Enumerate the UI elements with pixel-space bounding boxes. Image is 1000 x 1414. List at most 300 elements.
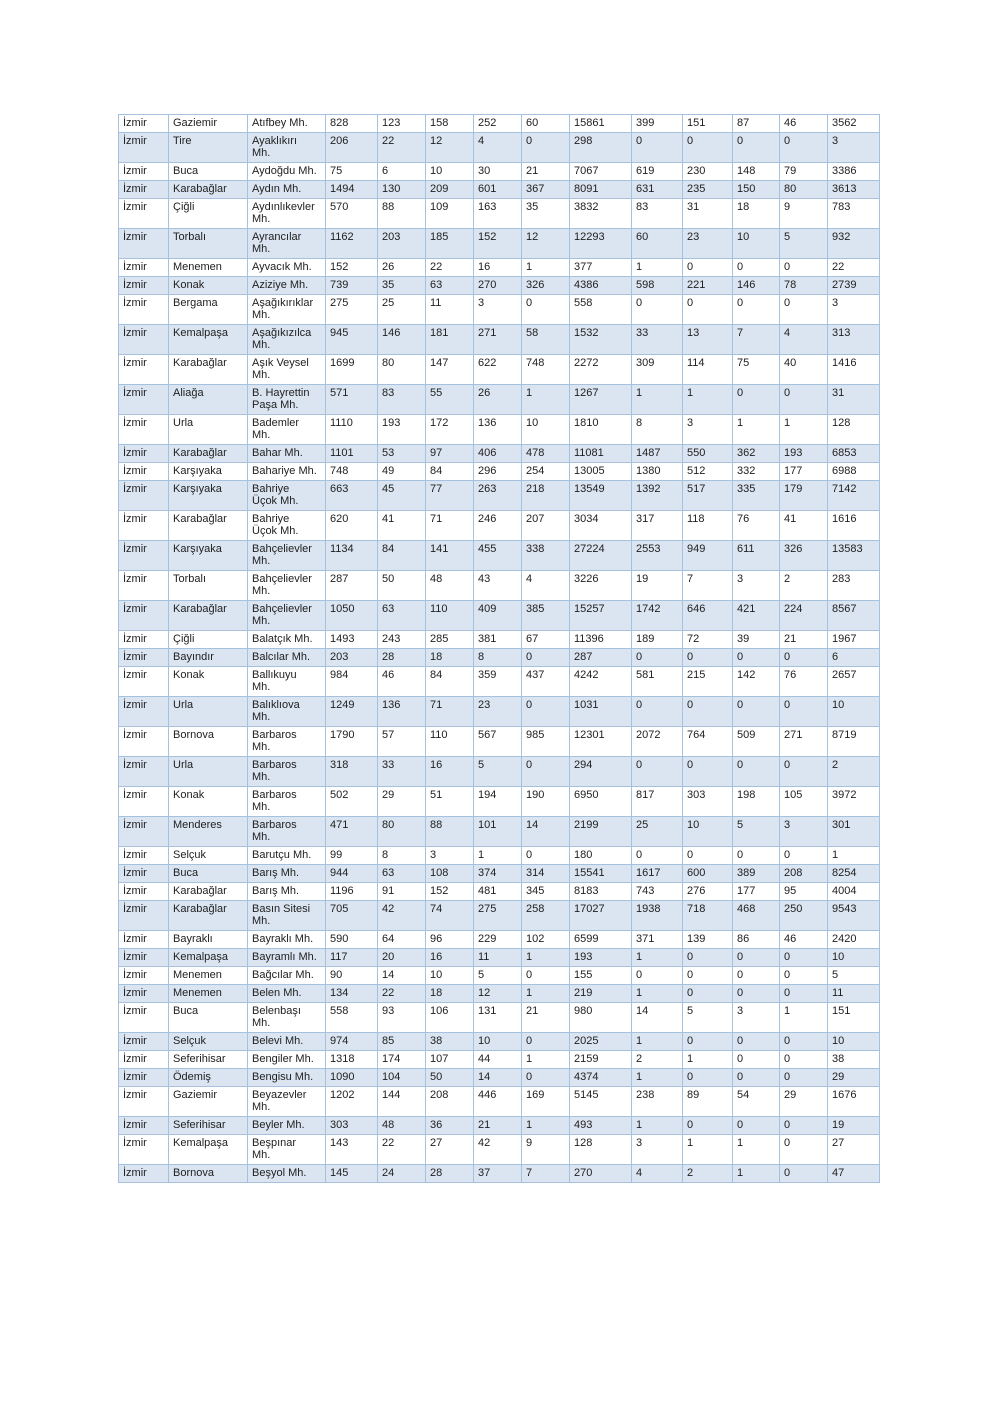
value-cell: 385: [522, 601, 570, 631]
neighborhood-cell: Bahçelievler Mh.: [248, 571, 326, 601]
value-cell: 4242: [570, 667, 632, 697]
value-cell: 2553: [632, 541, 683, 571]
value-cell: 0: [683, 1069, 733, 1087]
value-cell: 317: [632, 511, 683, 541]
value-cell: 8091: [570, 181, 632, 199]
value-cell: 1676: [828, 1087, 880, 1117]
value-cell: 3: [780, 817, 828, 847]
value-cell: 230: [683, 163, 733, 181]
value-cell: 143: [326, 1135, 378, 1165]
table-row: [119, 481, 880, 511]
value-cell: 8: [632, 415, 683, 445]
value-cell: 101: [474, 817, 522, 847]
value-cell: 1196: [326, 883, 378, 901]
value-cell: 362: [733, 445, 780, 463]
neighborhood-cell: Aydoğdu Mh.: [248, 163, 326, 181]
value-cell: 76: [733, 511, 780, 541]
value-cell: 27: [828, 1135, 880, 1165]
value-cell: 1: [733, 1135, 780, 1165]
value-cell: 0: [780, 295, 828, 325]
value-cell: 208: [426, 1087, 474, 1117]
value-cell: 44: [474, 1051, 522, 1069]
value-cell: 99: [326, 847, 378, 865]
value-cell: 110: [426, 727, 474, 757]
value-cell: 301: [828, 817, 880, 847]
table-row: [119, 541, 880, 571]
value-cell: 215: [683, 667, 733, 697]
value-cell: 14: [474, 1069, 522, 1087]
value-cell: 1742: [632, 601, 683, 631]
value-cell: 0: [780, 1069, 828, 1087]
value-cell: 1267: [570, 385, 632, 415]
value-cell: 203: [378, 229, 426, 259]
value-cell: 22: [378, 133, 426, 163]
district-cell: Seferihisar: [169, 1117, 248, 1135]
value-cell: 7: [733, 325, 780, 355]
district-cell: Buca: [169, 1003, 248, 1033]
value-cell: 0: [780, 1051, 828, 1069]
value-cell: 12293: [570, 229, 632, 259]
value-cell: 35: [378, 277, 426, 295]
value-cell: 0: [733, 757, 780, 787]
value-cell: 10: [828, 697, 880, 727]
value-cell: 63: [426, 277, 474, 295]
value-cell: 0: [632, 649, 683, 667]
value-cell: 3: [733, 1003, 780, 1033]
value-cell: 10: [828, 949, 880, 967]
value-cell: 0: [522, 1069, 570, 1087]
province-cell: İzmir: [119, 415, 169, 445]
value-cell: 377: [570, 259, 632, 277]
district-cell: Urla: [169, 415, 248, 445]
value-cell: 193: [570, 949, 632, 967]
district-cell: Konak: [169, 667, 248, 697]
value-cell: 3: [828, 133, 880, 163]
value-cell: 134: [326, 985, 378, 1003]
province-cell: İzmir: [119, 649, 169, 667]
table-row: [119, 1003, 880, 1033]
value-cell: 152: [426, 883, 474, 901]
province-cell: İzmir: [119, 463, 169, 481]
value-cell: 1031: [570, 697, 632, 727]
district-cell: Karşıyaka: [169, 541, 248, 571]
district-cell: Konak: [169, 277, 248, 295]
province-cell: İzmir: [119, 1165, 169, 1183]
value-cell: 5145: [570, 1087, 632, 1117]
value-cell: 107: [426, 1051, 474, 1069]
value-cell: 0: [780, 1165, 828, 1183]
value-cell: 23: [474, 697, 522, 727]
neighborhood-cell: Beyazevler Mh.: [248, 1087, 326, 1117]
value-cell: 8183: [570, 883, 632, 901]
value-cell: 72: [683, 631, 733, 649]
neighborhood-cell: Ballıkuyu Mh.: [248, 667, 326, 697]
district-cell: Karabağlar: [169, 511, 248, 541]
value-cell: 944: [326, 865, 378, 883]
value-cell: 275: [326, 295, 378, 325]
province-cell: İzmir: [119, 985, 169, 1003]
value-cell: 172: [426, 415, 474, 445]
district-cell: Karabağlar: [169, 445, 248, 463]
district-cell: Bergama: [169, 295, 248, 325]
value-cell: 193: [780, 445, 828, 463]
value-cell: 31: [828, 385, 880, 415]
value-cell: 0: [780, 1135, 828, 1165]
value-cell: 287: [570, 649, 632, 667]
value-cell: 949: [683, 541, 733, 571]
value-cell: 152: [326, 259, 378, 277]
value-cell: 1: [522, 949, 570, 967]
table-row: [119, 967, 880, 985]
value-cell: 1494: [326, 181, 378, 199]
district-cell: Torbalı: [169, 229, 248, 259]
value-cell: 399: [632, 115, 683, 133]
value-cell: 51: [426, 787, 474, 817]
neighborhood-cell: Balcılar Mh.: [248, 649, 326, 667]
district-cell: Karabağlar: [169, 601, 248, 631]
value-cell: 1: [632, 1117, 683, 1135]
value-cell: 238: [632, 1087, 683, 1117]
value-cell: 198: [733, 787, 780, 817]
neighborhood-cell: Belevi Mh.: [248, 1033, 326, 1051]
value-cell: 38: [426, 1033, 474, 1051]
value-cell: 89: [683, 1087, 733, 1117]
value-cell: 5: [474, 967, 522, 985]
neighborhood-cell: Beşyol Mh.: [248, 1165, 326, 1183]
district-cell: Torbalı: [169, 571, 248, 601]
value-cell: 338: [522, 541, 570, 571]
value-cell: 8567: [828, 601, 880, 631]
district-cell: Kemalpaşa: [169, 949, 248, 967]
value-cell: 118: [683, 511, 733, 541]
province-cell: İzmir: [119, 511, 169, 541]
value-cell: 0: [522, 133, 570, 163]
table-row: [119, 115, 880, 133]
value-cell: 2: [780, 571, 828, 601]
value-cell: 19: [632, 571, 683, 601]
value-cell: 1134: [326, 541, 378, 571]
district-cell: Urla: [169, 697, 248, 727]
value-cell: 3562: [828, 115, 880, 133]
province-cell: İzmir: [119, 901, 169, 931]
value-cell: 0: [733, 1069, 780, 1087]
value-cell: 8: [378, 847, 426, 865]
value-cell: 15861: [570, 115, 632, 133]
value-cell: 26: [474, 385, 522, 415]
value-cell: 142: [733, 667, 780, 697]
value-cell: 1: [683, 1135, 733, 1165]
value-cell: 663: [326, 481, 378, 511]
value-cell: 36: [426, 1117, 474, 1135]
value-cell: 23: [683, 229, 733, 259]
value-cell: 0: [683, 295, 733, 325]
value-cell: 309: [632, 355, 683, 385]
province-cell: İzmir: [119, 757, 169, 787]
table-row: [119, 571, 880, 601]
value-cell: 21: [522, 163, 570, 181]
value-cell: 96: [426, 931, 474, 949]
value-cell: 3226: [570, 571, 632, 601]
value-cell: 130: [378, 181, 426, 199]
value-cell: 86: [733, 931, 780, 949]
province-cell: İzmir: [119, 1033, 169, 1051]
table-row: [119, 649, 880, 667]
province-cell: İzmir: [119, 631, 169, 649]
value-cell: 0: [733, 1051, 780, 1069]
value-cell: 151: [828, 1003, 880, 1033]
value-cell: 270: [570, 1165, 632, 1183]
province-cell: İzmir: [119, 541, 169, 571]
province-cell: İzmir: [119, 133, 169, 163]
value-cell: 0: [780, 1117, 828, 1135]
table-row: [119, 325, 880, 355]
value-cell: 0: [733, 949, 780, 967]
value-cell: 2739: [828, 277, 880, 295]
value-cell: 55: [426, 385, 474, 415]
province-cell: İzmir: [119, 1117, 169, 1135]
value-cell: 10: [426, 967, 474, 985]
value-cell: 75: [326, 163, 378, 181]
table-row: [119, 1033, 880, 1051]
value-cell: 58: [522, 325, 570, 355]
neighborhood-cell: Belen Mh.: [248, 985, 326, 1003]
value-cell: 46: [780, 115, 828, 133]
value-cell: 1380: [632, 463, 683, 481]
value-cell: 0: [683, 949, 733, 967]
value-cell: 7142: [828, 481, 880, 511]
value-cell: 203: [326, 649, 378, 667]
value-cell: 0: [632, 295, 683, 325]
value-cell: 114: [683, 355, 733, 385]
province-cell: İzmir: [119, 325, 169, 355]
value-cell: 78: [780, 277, 828, 295]
table-row: [119, 847, 880, 865]
value-cell: 128: [570, 1135, 632, 1165]
value-cell: 0: [780, 649, 828, 667]
value-cell: 10: [426, 163, 474, 181]
value-cell: 83: [632, 199, 683, 229]
table-row: [119, 463, 880, 481]
value-cell: 718: [683, 901, 733, 931]
value-cell: 1: [780, 1003, 828, 1033]
value-cell: 1: [632, 259, 683, 277]
value-cell: 33: [632, 325, 683, 355]
value-cell: 174: [378, 1051, 426, 1069]
value-cell: 14: [378, 967, 426, 985]
district-cell: Karşıyaka: [169, 463, 248, 481]
neighborhood-cell: Belenbaşı Mh.: [248, 1003, 326, 1033]
value-cell: 0: [733, 133, 780, 163]
province-cell: İzmir: [119, 727, 169, 757]
value-cell: 0: [733, 649, 780, 667]
value-cell: 43: [474, 571, 522, 601]
district-cell: Kemalpaşa: [169, 1135, 248, 1165]
value-cell: 283: [828, 571, 880, 601]
value-cell: 601: [474, 181, 522, 199]
value-cell: 48: [378, 1117, 426, 1135]
value-cell: 1967: [828, 631, 880, 649]
value-cell: 1318: [326, 1051, 378, 1069]
value-cell: 194: [474, 787, 522, 817]
province-cell: İzmir: [119, 115, 169, 133]
value-cell: 209: [426, 181, 474, 199]
value-cell: 296: [474, 463, 522, 481]
value-cell: 5: [828, 967, 880, 985]
table-row: [119, 295, 880, 325]
value-cell: 619: [632, 163, 683, 181]
value-cell: 117: [326, 949, 378, 967]
value-cell: 3: [828, 295, 880, 325]
value-cell: 409: [474, 601, 522, 631]
value-cell: 1162: [326, 229, 378, 259]
neighborhood-cell: Aşağıkırıklar Mh.: [248, 295, 326, 325]
province-cell: İzmir: [119, 601, 169, 631]
value-cell: 6950: [570, 787, 632, 817]
table-row: [119, 277, 880, 295]
value-cell: 0: [733, 259, 780, 277]
value-cell: 1616: [828, 511, 880, 541]
value-cell: 974: [326, 1033, 378, 1051]
value-cell: 9: [780, 199, 828, 229]
table-row: [119, 817, 880, 847]
value-cell: 90: [326, 967, 378, 985]
value-cell: 9: [522, 1135, 570, 1165]
neighborhood-cell: Barış Mh.: [248, 883, 326, 901]
value-cell: 10: [683, 817, 733, 847]
value-cell: 0: [733, 1033, 780, 1051]
value-cell: 3972: [828, 787, 880, 817]
value-cell: 64: [378, 931, 426, 949]
value-cell: 828: [326, 115, 378, 133]
value-cell: 0: [733, 967, 780, 985]
value-cell: 0: [733, 697, 780, 727]
value-cell: 148: [733, 163, 780, 181]
province-cell: İzmir: [119, 163, 169, 181]
value-cell: 110: [426, 601, 474, 631]
value-cell: 102: [522, 931, 570, 949]
value-cell: 571: [326, 385, 378, 415]
value-cell: 13005: [570, 463, 632, 481]
value-cell: 271: [780, 727, 828, 757]
value-cell: 246: [474, 511, 522, 541]
value-cell: 313: [828, 325, 880, 355]
value-cell: 141: [426, 541, 474, 571]
value-cell: 1790: [326, 727, 378, 757]
district-cell: Buca: [169, 163, 248, 181]
table-row: [119, 229, 880, 259]
value-cell: 109: [426, 199, 474, 229]
province-cell: İzmir: [119, 1087, 169, 1117]
value-cell: 151: [683, 115, 733, 133]
value-cell: 84: [426, 463, 474, 481]
neighborhood-cell: Ayvacık Mh.: [248, 259, 326, 277]
value-cell: 1699: [326, 355, 378, 385]
province-cell: İzmir: [119, 667, 169, 697]
value-cell: 2657: [828, 667, 880, 697]
value-cell: 80: [378, 817, 426, 847]
value-cell: 406: [474, 445, 522, 463]
value-cell: 1: [474, 847, 522, 865]
value-cell: 48: [426, 571, 474, 601]
value-cell: 30: [474, 163, 522, 181]
district-cell: Karabağlar: [169, 901, 248, 931]
value-cell: 4: [522, 571, 570, 601]
table-row: [119, 787, 880, 817]
value-cell: 1: [733, 1165, 780, 1183]
value-cell: 345: [522, 883, 570, 901]
district-cell: Karabağlar: [169, 355, 248, 385]
value-cell: 128: [828, 415, 880, 445]
value-cell: 298: [570, 133, 632, 163]
table-row: [119, 385, 880, 415]
value-cell: 270: [474, 277, 522, 295]
province-cell: İzmir: [119, 571, 169, 601]
value-cell: 0: [522, 847, 570, 865]
value-cell: 37: [474, 1165, 522, 1183]
value-cell: 49: [378, 463, 426, 481]
value-cell: 146: [378, 325, 426, 355]
district-cell: Tire: [169, 133, 248, 163]
neighborhood-cell: Bahariye Mh.: [248, 463, 326, 481]
value-cell: 88: [378, 199, 426, 229]
value-cell: 7: [683, 571, 733, 601]
district-cell: Çiğli: [169, 199, 248, 229]
value-cell: 1: [522, 1117, 570, 1135]
value-cell: 1050: [326, 601, 378, 631]
value-cell: 42: [474, 1135, 522, 1165]
value-cell: 13549: [570, 481, 632, 511]
value-cell: 0: [522, 1033, 570, 1051]
value-cell: 980: [570, 1003, 632, 1033]
value-cell: 193: [378, 415, 426, 445]
neighborhood-cell: Barbaros Mh.: [248, 757, 326, 787]
value-cell: 1487: [632, 445, 683, 463]
neighborhood-cell: Aşağıkızılca Mh.: [248, 325, 326, 355]
value-cell: 0: [683, 649, 733, 667]
value-cell: 0: [522, 757, 570, 787]
value-cell: 646: [683, 601, 733, 631]
district-cell: Aliağa: [169, 385, 248, 415]
value-cell: 3832: [570, 199, 632, 229]
province-cell: İzmir: [119, 295, 169, 325]
value-cell: 76: [780, 667, 828, 697]
value-cell: 13583: [828, 541, 880, 571]
value-cell: 1416: [828, 355, 880, 385]
value-cell: 17027: [570, 901, 632, 931]
neighborhood-cell: Bahar Mh.: [248, 445, 326, 463]
district-cell: Menemen: [169, 967, 248, 985]
value-cell: 10: [474, 1033, 522, 1051]
district-cell: Menemen: [169, 259, 248, 277]
neighborhood-cell: Ayrancılar Mh.: [248, 229, 326, 259]
value-cell: 108: [426, 865, 474, 883]
value-cell: 0: [683, 697, 733, 727]
value-cell: 0: [632, 757, 683, 787]
neighborhood-cell: Bengisu Mh.: [248, 1069, 326, 1087]
value-cell: 152: [474, 229, 522, 259]
value-cell: 2: [828, 757, 880, 787]
district-cell: Bayraklı: [169, 931, 248, 949]
value-cell: 177: [780, 463, 828, 481]
value-cell: 40: [780, 355, 828, 385]
value-cell: 158: [426, 115, 474, 133]
table-row: [119, 1069, 880, 1087]
value-cell: 421: [733, 601, 780, 631]
value-cell: 3613: [828, 181, 880, 199]
value-cell: 25: [378, 295, 426, 325]
value-cell: 622: [474, 355, 522, 385]
value-cell: 468: [733, 901, 780, 931]
